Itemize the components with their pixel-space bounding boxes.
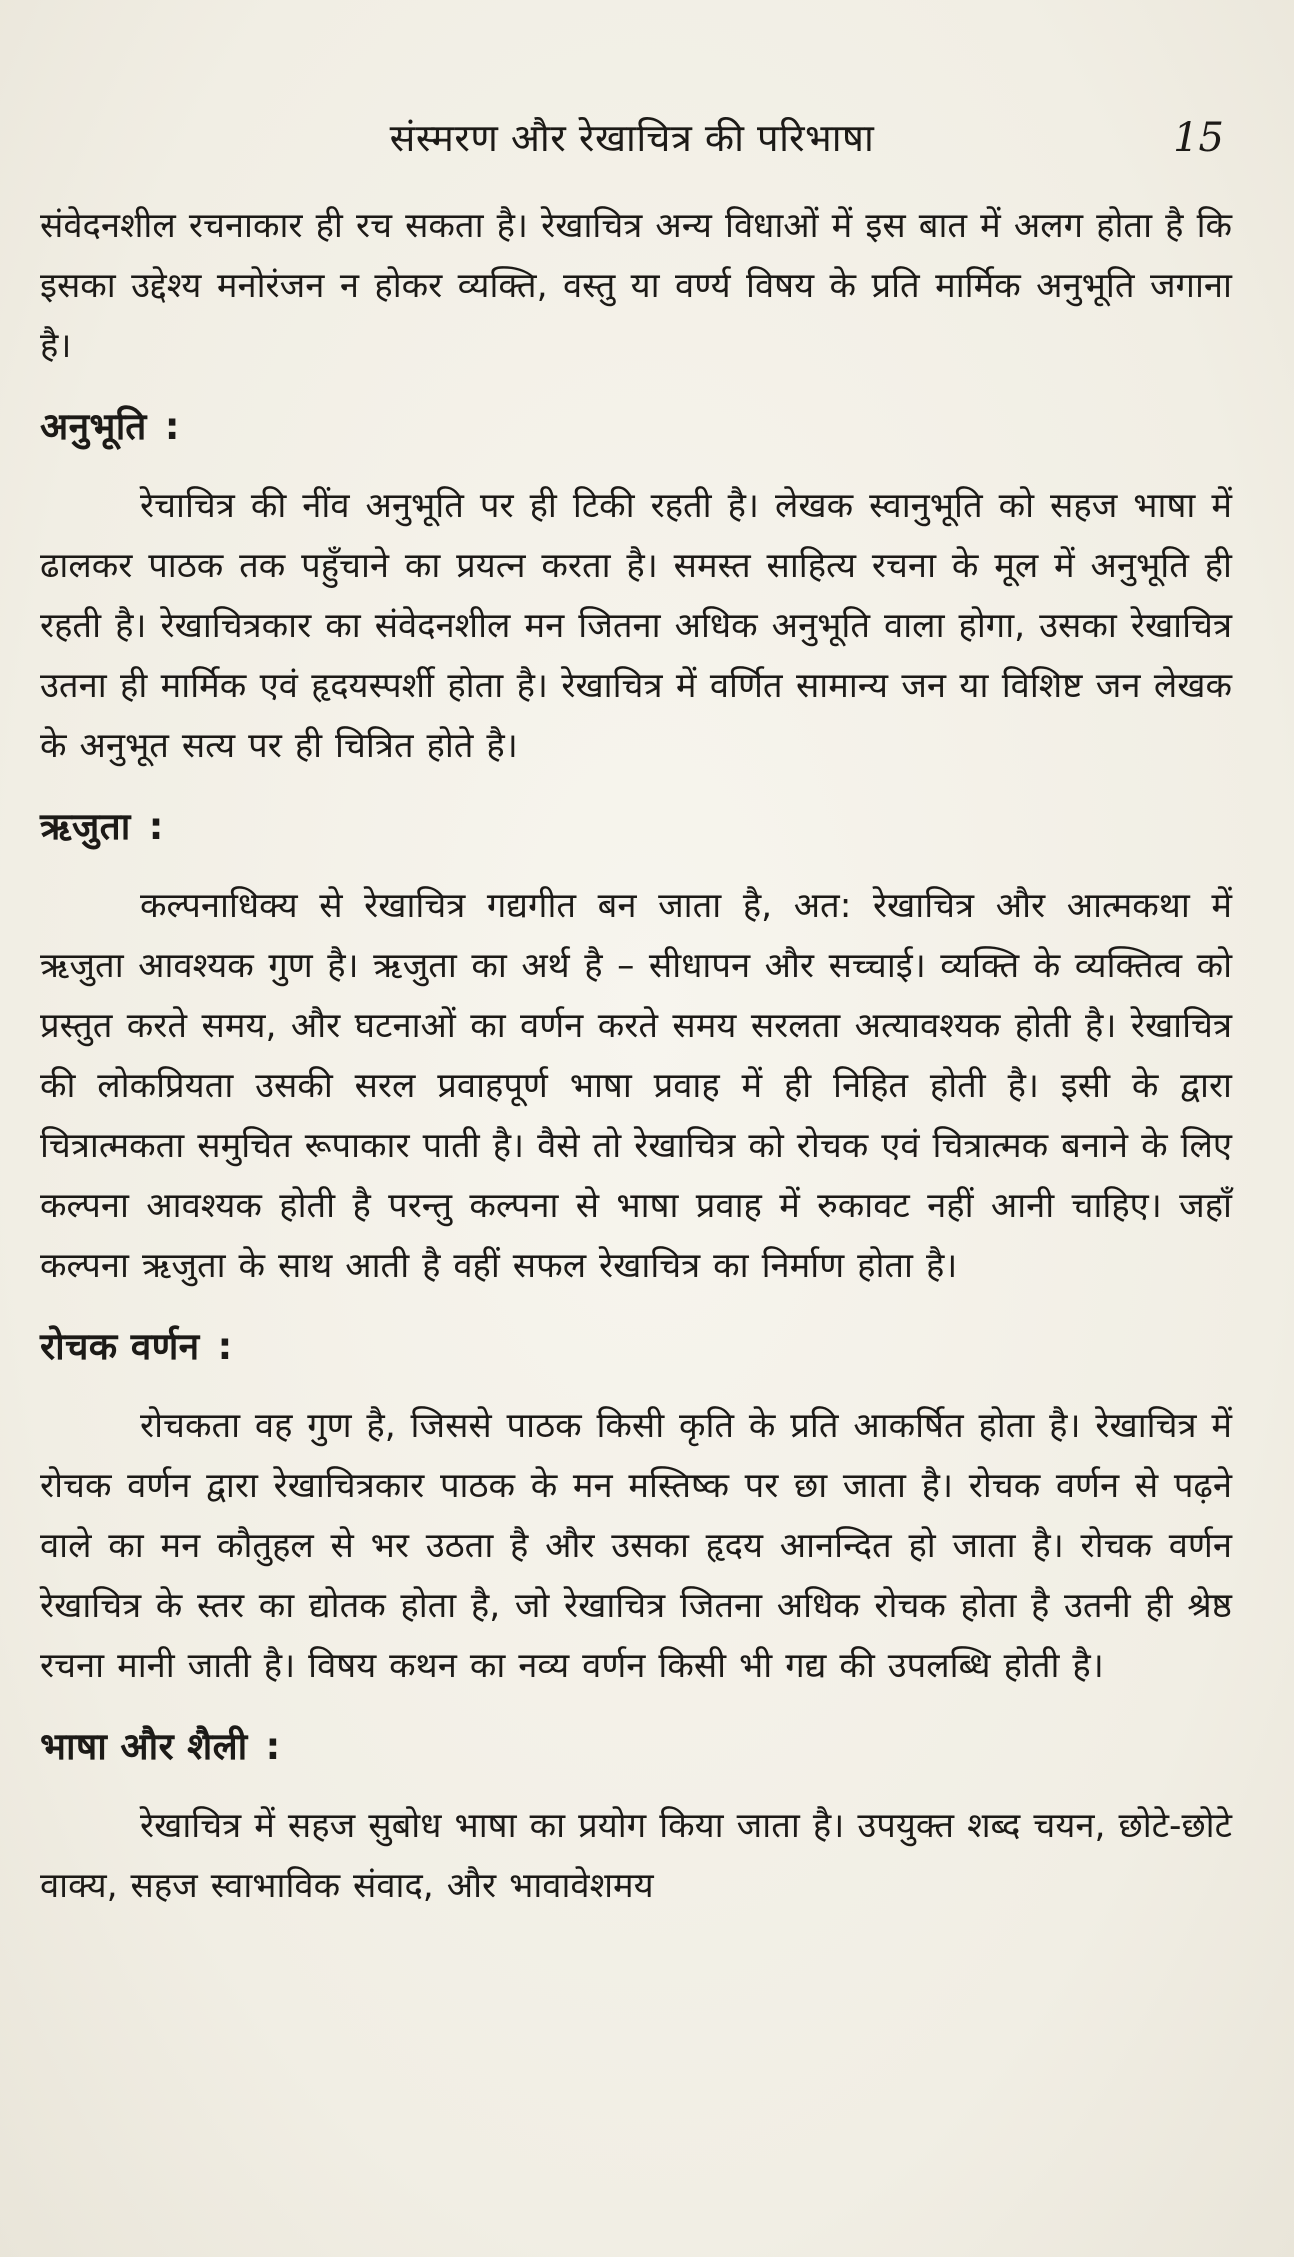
heading-colon: : — [265, 1725, 281, 1768]
heading-colon: : — [217, 1325, 233, 1368]
section-heading-anubhuti — [40, 398, 1232, 456]
page-number: 15 — [1173, 115, 1224, 161]
section-paragraph-rijuta: कल्पनाधिक्य से रेखाचित्र गद्यगीत बन जाता है, अत: रेखाचित्र और आत्मकथा में ऋजुता आवश्यक गुण है। ऋजुता का अर्थ है – सीधापन और सच्चाई। व्यक्ति के व्यक्तित्व को प्रस्तुत करते समय, और घटनाओं का वर्णन करते समय सरलता अत्यावश्यक होती है। रेखाचित्र की लोकप्रियता उसकी सरल प्रवाहपूर्ण भाषा प्रवाह में ही निहित होती है। इसी के द्वारा चित्रात्मकता समुचित रूपाकार पाती है। वैसे तो रेखाचित्र को रोचक एवं चित्रात्मक बनाने के लिए कल्पना आवश्यक होती है परन्तु कल्पना से भाषा प्रवाह में रुकावट नहीं आनी चाहिए। जहाँ कल्पना ऋजुता के साथ आती है वहीं सफल रेखाचित्र का निर्माण होता है। — [40, 886, 1232, 1286]
section-heading-label: भाषा और शैली — [40, 1725, 248, 1768]
section-heading-rochak-varnan — [40, 1318, 1232, 1376]
section-heading-label: अनुभूति — [40, 405, 147, 448]
section-heading-label: रोचक वर्णन — [40, 1325, 200, 1368]
section-paragraph-anubhuti: रेचाचित्र की नींव अनुभूति पर ही टिकी रहती है। लेखक स्वानुभूति को सहज भाषा में ढालकर पाठक तक पहुँचाने का प्रयत्न करता है। समस्त साहित्य रचना के मूल में अनुभूति ही रहती है। रेखाचित्रकार का संवेदनशील मन जितना अधिक अनुभूति वाला होगा, उसका रेखाचित्र उतना ही मार्मिक एवं हृदयस्पर्शी होता है। रेखाचित्र में वर्णित सामान्य जन या विशिष्ट जन लेखक के अनुभूत सत्य पर ही चित्रित होते है। — [40, 486, 1232, 766]
section-heading-rijuta — [40, 798, 1232, 856]
intro-paragraph: संवेदनशील रचनाकार ही रच सकता है। रेखाचित्र अन्य विधाओं में इस बात में अलग होता है कि इसका उद्देश्य मनोरंजन न होकर व्यक्ति, वस्तु या वर्ण्य विषय के प्रति मार्मिक अनुभूति जगाना है। — [40, 206, 1232, 366]
running-title: संस्मरण और रेखाचित्र की परिभाषा — [389, 116, 875, 160]
section-heading-bhasha-aur-shaili — [40, 1718, 1232, 1776]
section-paragraph-rochak-varnan: रोचकता वह गुण है, जिससे पाठक किसी कृति के प्रति आकर्षित होता है। रेखाचित्र में रोचक वर्णन द्वारा रेखाचित्रकार पाठक के मन मस्तिष्क पर छा जाता है। रोचक वर्णन से पढ़ने वाले का मन कौतुहल से भर उठता है और उसका हृदय आनन्दित हो जाता है। रोचक वर्णन रेखाचित्र के स्तर का द्योतक होता है, जो रेखाचित्र जितना अधिक रोचक होता है उतनी ही श्रेष्ठ रचना मानी जाती है। विषय कथन का नव्य वर्णन किसी भी गद्य की उपलब्धि होती है। — [40, 1406, 1232, 1686]
page-body — [40, 196, 1232, 1916]
section-heading-label: ऋजुता — [40, 805, 131, 848]
heading-colon: : — [148, 805, 164, 848]
page-header — [40, 108, 1224, 168]
heading-colon: : — [164, 405, 180, 448]
section-paragraph-bhasha-aur-shaili: रेखाचित्र में सहज सुबोध भाषा का प्रयोग किया जाता है। उपयुक्त शब्द चयन, छोटे-छोटे वाक्य, सहज स्वाभाविक संवाद, और भावावेशमय — [40, 1806, 1232, 1906]
